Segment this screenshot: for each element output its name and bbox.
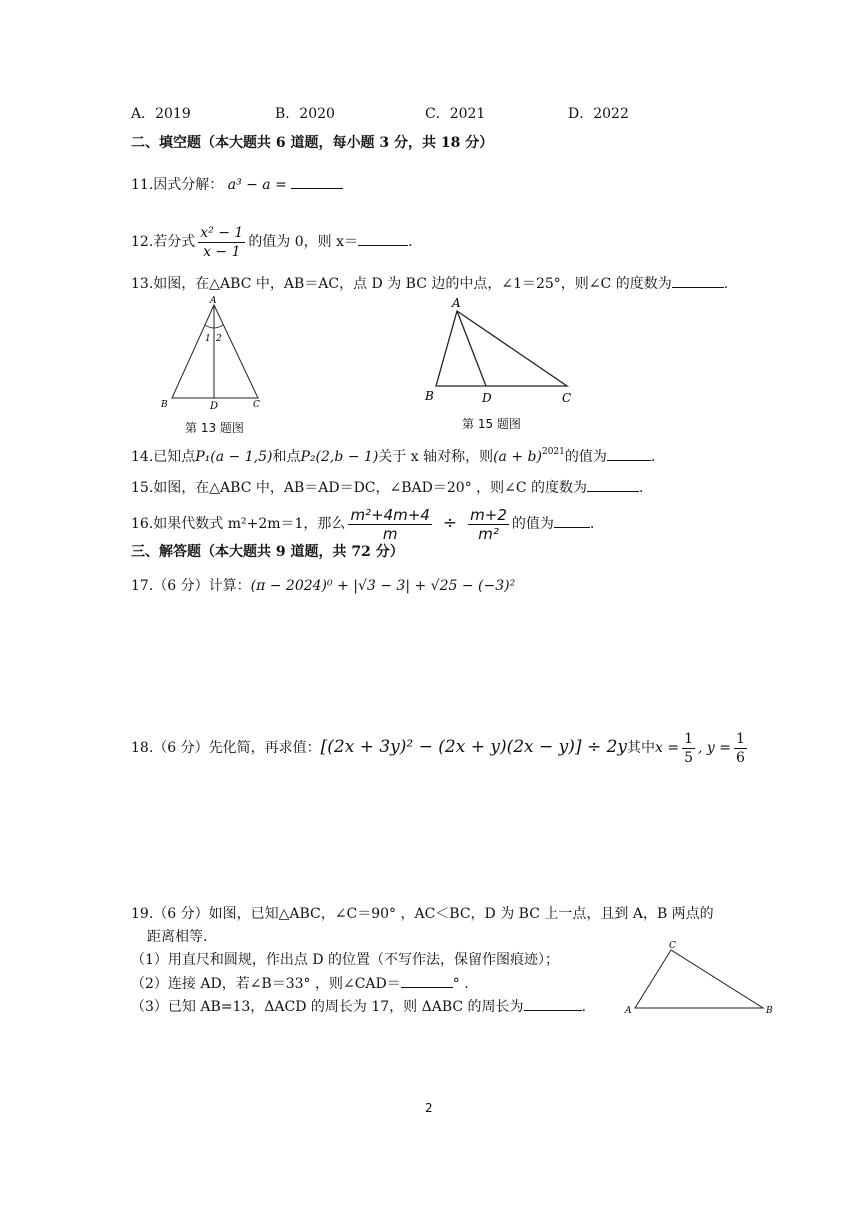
q13-end: . — [723, 276, 729, 292]
q18-y-eq: , y = — [698, 740, 732, 756]
fig13-label-a: A — [210, 296, 217, 306]
q19-part2-text: （2）连接 AD，若∠B＝33° ，则∠CAD＝ — [131, 976, 401, 992]
q19-part3 — [131, 996, 586, 1017]
q12-fraction — [198, 224, 245, 261]
q16-divide: ÷ — [442, 513, 458, 533]
q16 — [131, 501, 594, 546]
q18-y-den: 6 — [736, 749, 745, 766]
figure-13 — [155, 295, 275, 410]
section2-title: 二、填空题（本大题共 6 道题，每小题 3 分，共 18 分） — [131, 135, 494, 151]
q19-part3-blank[interactable] — [524, 996, 582, 1011]
q19-part1: （1）用直尺和圆规，作出点 D 的位置（不写作法，保留作图痕迹）； — [131, 952, 560, 968]
q12-suffix: 的值为 0，则 x＝ — [248, 234, 359, 250]
q14-p2: P₂(2,b − 1) — [300, 449, 379, 465]
fig19-label-a: A — [625, 1006, 632, 1016]
q14-p1: P₁(a − 1,5) — [195, 449, 273, 465]
fig15-label-d: D — [482, 391, 492, 405]
q12-prefix: 12.若分式 — [131, 234, 196, 250]
q12-numerator: x² − 1 — [200, 224, 244, 241]
q16-suffix: 的值为 — [511, 516, 554, 532]
q18-x-num: 1 — [684, 730, 694, 747]
q18-expr: [(2x + 3y)² − (2x + y)(2x − y)] ÷ 2y — [320, 737, 628, 757]
q18-mid: 其中 — [627, 740, 656, 756]
q13-answer-blank[interactable] — [672, 273, 724, 288]
fig13-caption: 第 13 题图 — [185, 421, 244, 435]
q18-x-eq: x = — [655, 740, 680, 756]
q11-answer-blank[interactable] — [291, 174, 343, 189]
figure-15 — [422, 294, 582, 404]
choice-b: B．2020 — [275, 106, 335, 122]
q15-text: 15.如图，在△ABC 中，AB＝AD＝DC，∠BAD＝20° ，则∠C 的度数为 — [131, 480, 588, 496]
choice-c: C．2021 — [425, 106, 486, 122]
q14-prefix: 14.已知点 — [131, 449, 196, 465]
q14-mid2: 关于 x 轴对称，则 — [378, 449, 494, 465]
q18-prefix: 18.（6 分）先化简，再求值： — [131, 740, 321, 756]
q16-fraction-1 — [348, 506, 431, 543]
q12 — [131, 222, 412, 262]
q16-denominator-1: m — [382, 524, 398, 543]
fig15-caption: 第 15 题图 — [462, 417, 521, 431]
q11-prefix: 11.因式分解： — [131, 177, 224, 193]
fig19-label-b: B — [766, 1006, 773, 1016]
q19-part3-text: （3）已知 AB=13，ΔACD 的周长为 17，则 ΔABC 的周长为 — [131, 999, 524, 1015]
q14-suffix: 的值为 — [564, 449, 607, 465]
q14-end: . — [650, 449, 656, 465]
fig15-label-a: A — [452, 296, 461, 310]
fig13-label-b: B — [161, 400, 168, 410]
q19-line1: 19.（6 分）如图，已知△ABC，∠C＝90° ，AC＜BC，D 为 BC 上一点，且到 A，B 两点的 — [131, 906, 714, 922]
q11 — [131, 174, 343, 195]
q19-part2-blank[interactable] — [401, 973, 453, 988]
fig13-label-c: C — [253, 400, 260, 410]
fig19-label-c: C — [669, 941, 676, 951]
q15-answer-blank[interactable] — [587, 477, 639, 492]
q19-part2-end: ° . — [452, 976, 469, 992]
q16-denominator-2: m² — [478, 524, 499, 543]
q18-y-num: 1 — [736, 730, 745, 747]
q17-prefix: 17.（6 分）计算： — [131, 578, 251, 594]
q12-end: . — [408, 234, 413, 250]
q18-x-fraction — [682, 730, 695, 767]
fig13-label-1: 1 — [205, 334, 211, 344]
q16-prefix: 16.如果代数式 m²+2m＝1，那么 — [131, 516, 346, 532]
q11-expr: a³ − a = — [227, 177, 287, 193]
section3-title: 三、解答题（本大题共 9 道题，共 72 分） — [131, 544, 404, 560]
q12-answer-blank[interactable] — [358, 231, 408, 246]
q16-fraction-2 — [468, 506, 509, 543]
q19-part3-end: . — [581, 999, 587, 1015]
q16-numerator-2: m+2 — [470, 505, 507, 524]
q14 — [131, 442, 655, 467]
fig15-label-b: B — [425, 389, 434, 403]
q14-answer-blank[interactable] — [607, 446, 651, 461]
q16-answer-blank[interactable] — [554, 513, 590, 528]
q19-line2: 距离相等. — [147, 929, 208, 945]
figure-19 — [625, 940, 775, 1020]
q18-y-fraction — [734, 730, 747, 767]
page-number: 2 — [425, 1101, 433, 1115]
q15 — [131, 477, 643, 498]
q17-expr: (π − 2024)⁰ + |√3 − 3| + √25 − (−3)² — [250, 578, 516, 594]
q19-part2 — [131, 973, 469, 994]
q13-text: 13.如图，在△ABC 中，AB＝AC，点 D 为 BC 边的中点，∠1＝25°，则∠C 的度数为 — [131, 276, 672, 292]
q13 — [131, 273, 728, 294]
q14-exponent: 2021 — [541, 447, 565, 457]
fig13-label-2: 2 — [216, 334, 222, 344]
fig13-label-d: D — [210, 401, 219, 412]
q17 — [131, 576, 515, 596]
q14-expr: (a + b) — [493, 449, 542, 465]
q12-denominator: x − 1 — [203, 243, 241, 260]
choice-d: D．2022 — [568, 106, 629, 122]
q18-x-den: 5 — [684, 749, 694, 766]
q14-mid: 和点 — [272, 449, 301, 465]
fig15-label-c: C — [562, 391, 572, 405]
q15-end: . — [639, 480, 644, 496]
q16-numerator-1: m²+4m+4 — [350, 505, 430, 524]
q16-end: . — [589, 516, 595, 532]
choice-a: A．2019 — [131, 106, 191, 122]
q18 — [131, 727, 750, 768]
